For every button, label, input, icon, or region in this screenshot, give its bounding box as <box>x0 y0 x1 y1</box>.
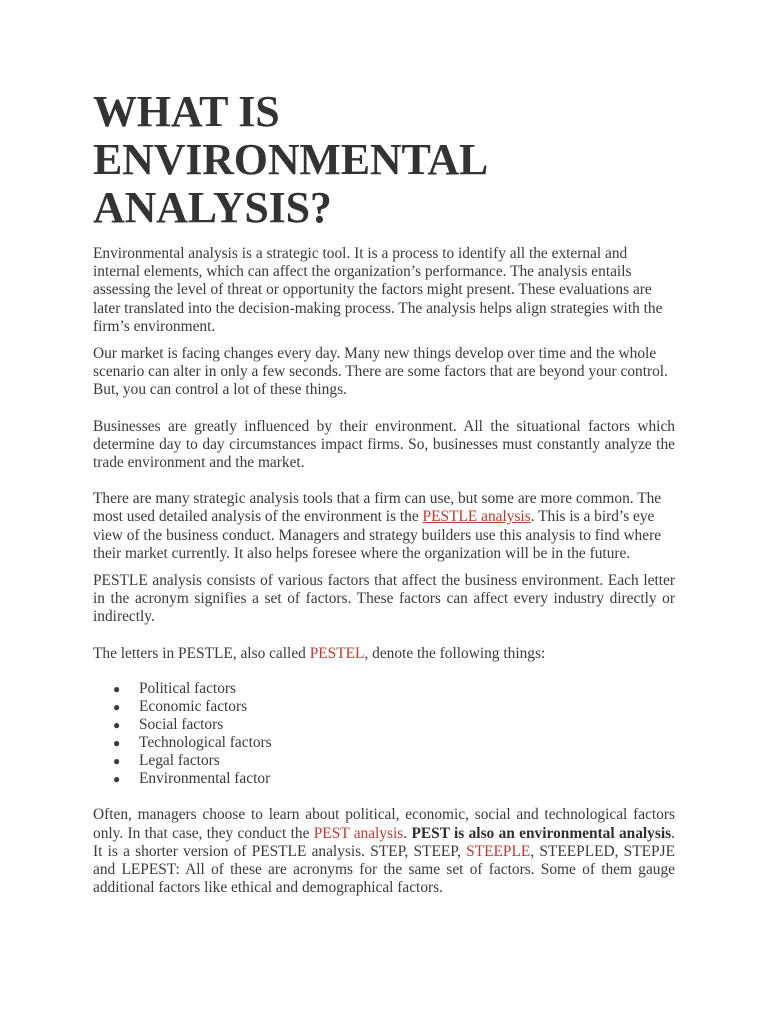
often-text-4: , STEEPLED, STEPJE and LEPEST: All of these are acronyms for the same set of factors. Some of them gauge additional factors like ethical and demographical factors. <box>93 842 675 897</box>
business-paragraph: Businesses are greatly influenced by their environment. All the situational factors which determine day to day circumstances impact firms. So, businesses must constantly analyze the trade environment and the market. <box>93 417 675 472</box>
bullet-icon: ● <box>113 681 121 696</box>
factors-list <box>93 680 675 789</box>
pest-analysis-link[interactable]: PEST analysis <box>313 824 404 842</box>
pest-bold-text: PEST is also an environmental analysis <box>411 824 672 842</box>
pestle-paragraph: PESTLE analysis consists of various factors that affect the business environment. Each letter in the acronym signifies a set of factors. These factors can affect every industry directly or indirectly. <box>93 572 675 626</box>
list-item <box>113 716 675 734</box>
list-item-label: Environmental factor <box>139 770 271 788</box>
intro-paragraph: Environmental analysis is a strategic tool. It is a process to identify all the external and internal elements, which can affect the organization’s performance. The analysis entails assessing the level of threat or opportunity the factors might present. These evaluations are later translated into the decision-making process. The analysis helps align strategies with the firm’s environment. <box>93 245 663 335</box>
list-item-label: Political factors <box>139 679 237 697</box>
list-item-label: Economic factors <box>139 697 248 715</box>
letters-paragraph <box>93 645 675 663</box>
bullet-icon: ● <box>113 699 121 714</box>
pestel-link[interactable]: PESTEL <box>309 644 365 662</box>
list-item <box>113 752 675 770</box>
list-item-label: Technological factors <box>139 734 272 752</box>
tools-paragraph <box>93 490 675 563</box>
bullet-icon: ● <box>113 736 121 751</box>
page-title: WHAT IS ENVIRONMENTAL ANALYSIS? <box>93 87 486 232</box>
bullet-icon: ● <box>113 772 121 787</box>
list-item-label: Social factors <box>139 716 224 734</box>
list-item-label: Legal factors <box>139 752 220 770</box>
market-paragraph: Our market is facing changes every day. Many new things develop over time and the whole scenario can alter in only a few seconds. There are some factors that are beyond your control. But, you can control a lot of these things. <box>93 345 668 399</box>
often-paragraph <box>93 806 675 897</box>
often-text-1: Often, managers choose to learn about political, economic, social and technological factors only. In that case, they conduct the <box>93 806 675 842</box>
list-item <box>113 679 675 698</box>
list-item <box>113 770 675 788</box>
often-text-3: . It is a shorter version of PESTLE analysis. STEP, STEEP, <box>93 824 675 860</box>
often-text-2: . <box>403 824 412 842</box>
tools-text-after: . This is a bird’s eye view of the business conduct. Managers and strategy builders use this analysis to find where their market currently. It also helps foresee where the organization will be in the future. <box>93 508 662 562</box>
list-item <box>113 734 675 752</box>
document-page <box>93 88 675 897</box>
letters-text-before: The letters in PESTLE, also called <box>93 644 310 662</box>
steeple-link[interactable]: STEEPLE <box>466 842 531 860</box>
bullet-icon: ● <box>113 718 121 733</box>
letters-text-after: , denote the following things: <box>364 644 546 662</box>
tools-text-before: There are many strategic analysis tools that a firm can use, but some are more common. The most used detailed analysis of the environment is the <box>93 490 662 526</box>
bullet-icon: ● <box>113 754 121 769</box>
list-item <box>113 697 675 716</box>
pestle-analysis-link[interactable]: PESTLE analysis <box>422 508 531 526</box>
